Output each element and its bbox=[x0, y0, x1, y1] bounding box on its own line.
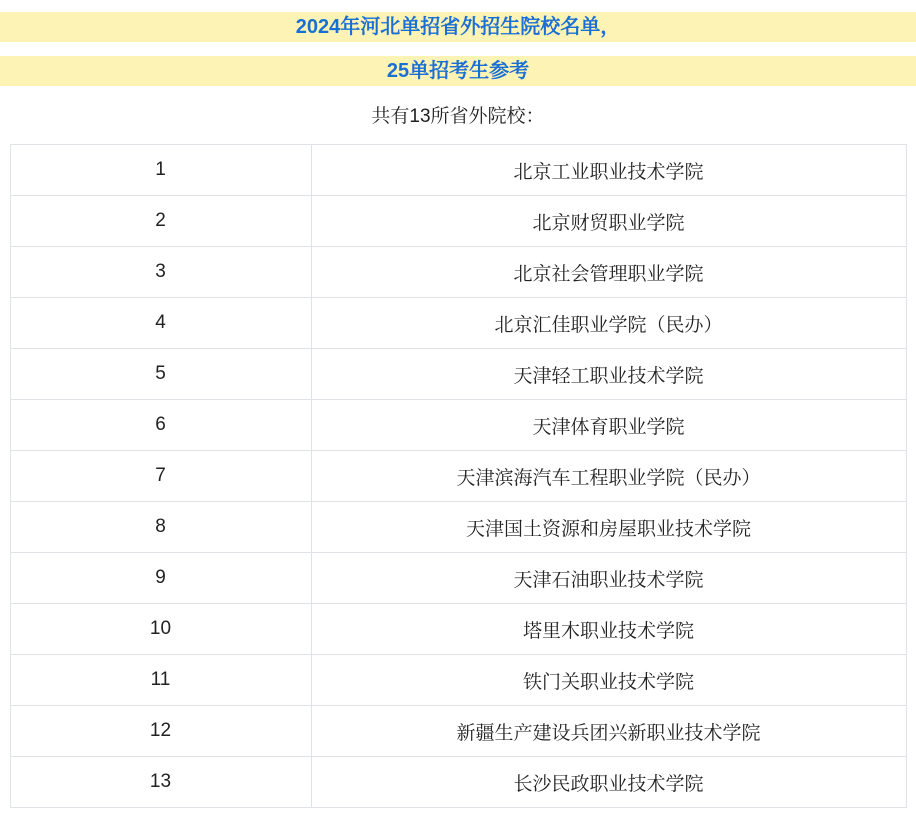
row-index: 10 bbox=[10, 604, 311, 655]
table-row bbox=[10, 145, 906, 196]
document-title-line-1-text: 2024年河北单招省外招生院校名单， bbox=[295, 16, 621, 38]
table-row bbox=[10, 349, 906, 400]
row-index: 3 bbox=[10, 247, 311, 298]
row-index: 6 bbox=[10, 400, 311, 451]
table-row bbox=[10, 757, 906, 808]
document-title-line-2-text: 25单招考生参考 bbox=[386, 60, 530, 82]
row-index: 11 bbox=[10, 655, 311, 706]
row-index: 1 bbox=[10, 145, 311, 196]
table-row bbox=[10, 655, 906, 706]
table-row bbox=[10, 451, 906, 502]
table-row bbox=[10, 298, 906, 349]
row-school-name: 天津滨海汽车工程职业学院（民办） bbox=[311, 451, 906, 502]
document-subtitle: 共有13所省外院校： bbox=[371, 106, 545, 127]
school-list-body bbox=[10, 145, 906, 808]
row-school-name: 天津石油职业技术学院 bbox=[311, 553, 906, 604]
row-school-name: 长沙民政职业技术学院 bbox=[311, 757, 906, 808]
row-index: 8 bbox=[10, 502, 311, 553]
row-school-name: 天津体育职业学院 bbox=[311, 400, 906, 451]
row-index: 5 bbox=[10, 349, 311, 400]
row-school-name: 北京财贸职业学院 bbox=[311, 196, 906, 247]
document-title-line-1 bbox=[0, 12, 916, 42]
table-row bbox=[10, 196, 906, 247]
row-school-name: 天津轻工职业技术学院 bbox=[311, 349, 906, 400]
row-school-name: 铁门关职业技术学院 bbox=[311, 655, 906, 706]
row-school-name: 新疆生产建设兵团兴新职业技术学院 bbox=[311, 706, 906, 757]
row-school-name: 北京社会管理职业学院 bbox=[311, 247, 906, 298]
school-list-table bbox=[10, 144, 907, 808]
table-row bbox=[10, 604, 906, 655]
table-row bbox=[10, 706, 906, 757]
row-school-name: 塔里木职业技术学院 bbox=[311, 604, 906, 655]
row-index: 13 bbox=[10, 757, 311, 808]
row-school-name: 北京工业职业技术学院 bbox=[311, 145, 906, 196]
row-school-name: 天津国土资源和房屋职业技术学院 bbox=[311, 502, 906, 553]
table-row bbox=[10, 400, 906, 451]
document-title-line-2 bbox=[0, 56, 916, 86]
row-index: 9 bbox=[10, 553, 311, 604]
title-block bbox=[0, 0, 916, 86]
table-row bbox=[10, 553, 906, 604]
row-school-name: 北京汇佳职业学院（民办） bbox=[311, 298, 906, 349]
table-row bbox=[10, 502, 906, 553]
row-index: 12 bbox=[10, 706, 311, 757]
row-index: 2 bbox=[10, 196, 311, 247]
row-index: 7 bbox=[10, 451, 311, 502]
row-index: 4 bbox=[10, 298, 311, 349]
table-row bbox=[10, 247, 906, 298]
